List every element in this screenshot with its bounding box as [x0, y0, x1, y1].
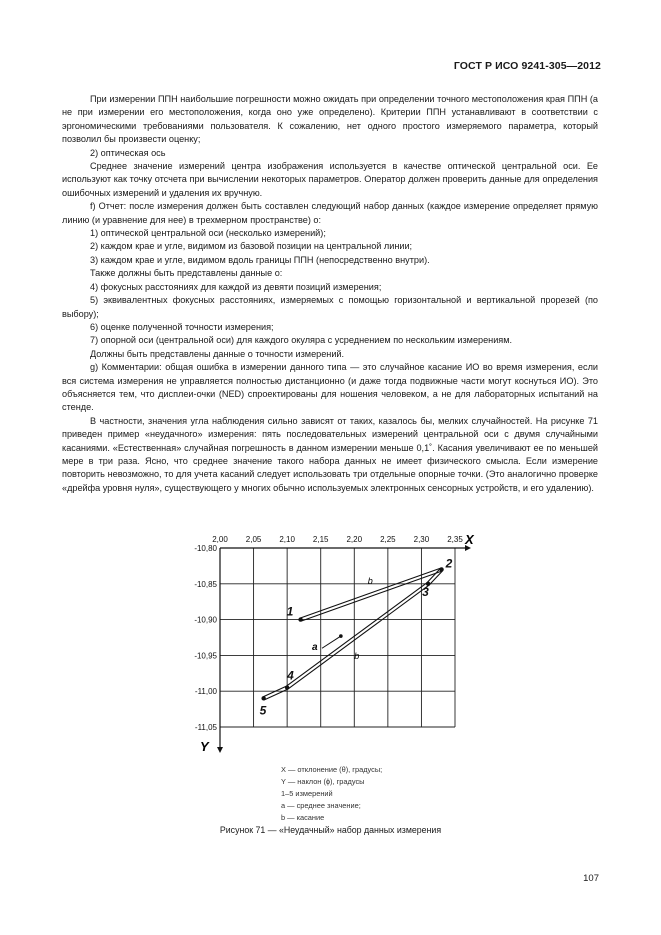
- x-tick-label: 2,25: [380, 535, 396, 544]
- paragraph: 5) эквивалентных фокусных расстояниях, измеряемых с помощью горизонтальной и вертикальной прорезей (по выбору);: [62, 295, 598, 319]
- legend-entry: a — среднее значение;: [281, 801, 361, 811]
- paragraph: 3) каждом крае и угле, видимом вдоль границы ППН (непосредственно внутри).: [90, 254, 430, 265]
- y-tick-label: -10,90: [194, 615, 217, 625]
- point-label: 5: [259, 703, 267, 718]
- paragraph: 2) каждом крае и угле, видимом из базовой позиции на центральной линии;: [90, 241, 413, 252]
- y-tick-label: -10,80: [194, 544, 217, 553]
- figure-legend: [281, 764, 382, 824]
- measurement-point: [298, 617, 302, 621]
- page-number: 107: [583, 873, 599, 884]
- legend-entry: 1–5 измерений: [281, 789, 333, 799]
- document-header: ГОСТ Р ИСО 9241-305—2012: [453, 60, 601, 72]
- y-tick-label: -11,00: [194, 687, 217, 697]
- figure-71-chart: [175, 530, 485, 765]
- y-tick-label: -10,95: [194, 651, 217, 661]
- measurement-point: [261, 696, 265, 700]
- mean-arrow-line: [322, 636, 341, 648]
- figure-caption: Рисунок 71 — «Неудачный» набор данных измерения: [219, 825, 442, 835]
- measurement-point: [285, 685, 289, 689]
- point-label: 1: [286, 604, 294, 619]
- paragraph: g) Комментарии: общая ошибка в измерении данного типа — это случайное касание ИО во время измерения, если вся система измерения не управляется полностью дистанционно (и даже тогда подвижные части могут коснуться ИО). Это объясняется тем, что дисплеи-очки (NED) спроектированы для ношения человеком, а не для лабораторных испытаний на стенде.: [62, 362, 598, 413]
- y-axis-label: Y: [200, 739, 209, 754]
- paragraph: 4) фокусных расстояниях для каждой из девяти позиций измерения;: [90, 281, 382, 292]
- paragraph: 7) опорной оси (центральной оси) для каждого окуляра с усреднением по нескольким измерениям.: [90, 335, 513, 346]
- x-tick-label: 2,15: [312, 535, 329, 544]
- point-label: 4: [287, 668, 294, 683]
- y-axis-arrow: [217, 747, 223, 753]
- point-label: 2: [445, 556, 453, 571]
- paragraph: При измерении ППН наибольшие погрешности можно ожидать при определении точного местоположения края ППН (а не при измерении его местоположения, когда оно уже определено). Критерии ППН устанавливают в соответствии с эргономическими требованиями пользователя. К сожалению, нет одного простого измеряемого параметра, который позволил бы произвести оценку;: [62, 94, 598, 145]
- point-label: 3: [422, 584, 429, 599]
- legend-entry: b — касание: [281, 813, 325, 823]
- paragraph: Также должны быть представлены данные о:: [90, 268, 283, 279]
- paragraph: В частности, значения угла наблюдения сильно зависят от таких, казалось бы, мелких случайностей. На рисунке 71 приведен пример «неудачного» измерения: пять последовательных измерений центральной оси с двумя случайными касаниями. «Естественная» случайная погрешность в данном измерении меньше 0,1˚. Касания увеличивают ее по меньшей мере в три раза. Ясно, что среднее значение такого набора данных не имеет физического смысла. Если измерение повторить невозможно, то для учета касаний следует использовать три отдельные опорные точки. (Это аналогично проверке «дрейфа уровня нуля», существующего у многих обычно используемых электронных сенсорных устройств, и его удалению).: [62, 415, 598, 493]
- paragraph: Должны быть представлены данные о точности измерений.: [90, 348, 345, 359]
- x-tick-label: 2,35: [447, 535, 463, 544]
- measurement-point: [439, 567, 443, 571]
- x-tick-label: 2,30: [413, 535, 430, 544]
- x-tick-label: 2,00: [212, 535, 228, 544]
- x-tick-label: 2,20: [346, 535, 363, 544]
- legend-entry: X — отклонение (θ), градусы;: [281, 765, 383, 774]
- x-tick-label: 2,10: [279, 535, 295, 544]
- paragraph: 1) оптической центральной оси (несколько измерений);: [90, 228, 326, 239]
- paragraph: 2) оптическая ось: [90, 147, 166, 158]
- x-tick-label: 2,05: [245, 535, 262, 544]
- x-axis-label: X: [465, 532, 474, 547]
- y-tick-label: -11,05: [194, 723, 217, 732]
- legend-entry: Y — наклон (ϕ), градусы: [281, 777, 365, 787]
- annotation-label: b: [354, 650, 360, 661]
- mean-arrow-head: [339, 634, 343, 638]
- annotation-label: b: [367, 575, 373, 586]
- paragraph: Среднее значение измерений центра изображения используется в качестве оптической центральной оси. Ее используют как точку отсчета при вычислении некоторых параметров. Оператор должен проверить данные для определения ошибочных измерений и удаления их вручную.: [62, 161, 598, 198]
- y-tick-label: -10,85: [194, 579, 217, 589]
- paragraph: f) Отчет: после измерения должен быть составлен следующий набор данных (каждое измерение определяет прямую линию (и уравнение для нее) в трехмерном пространстве) о:: [62, 201, 598, 225]
- paragraph: 6) оценке полученной точности измерения;: [90, 321, 274, 332]
- annotation-label: a: [312, 642, 318, 654]
- body-text: [62, 93, 598, 495]
